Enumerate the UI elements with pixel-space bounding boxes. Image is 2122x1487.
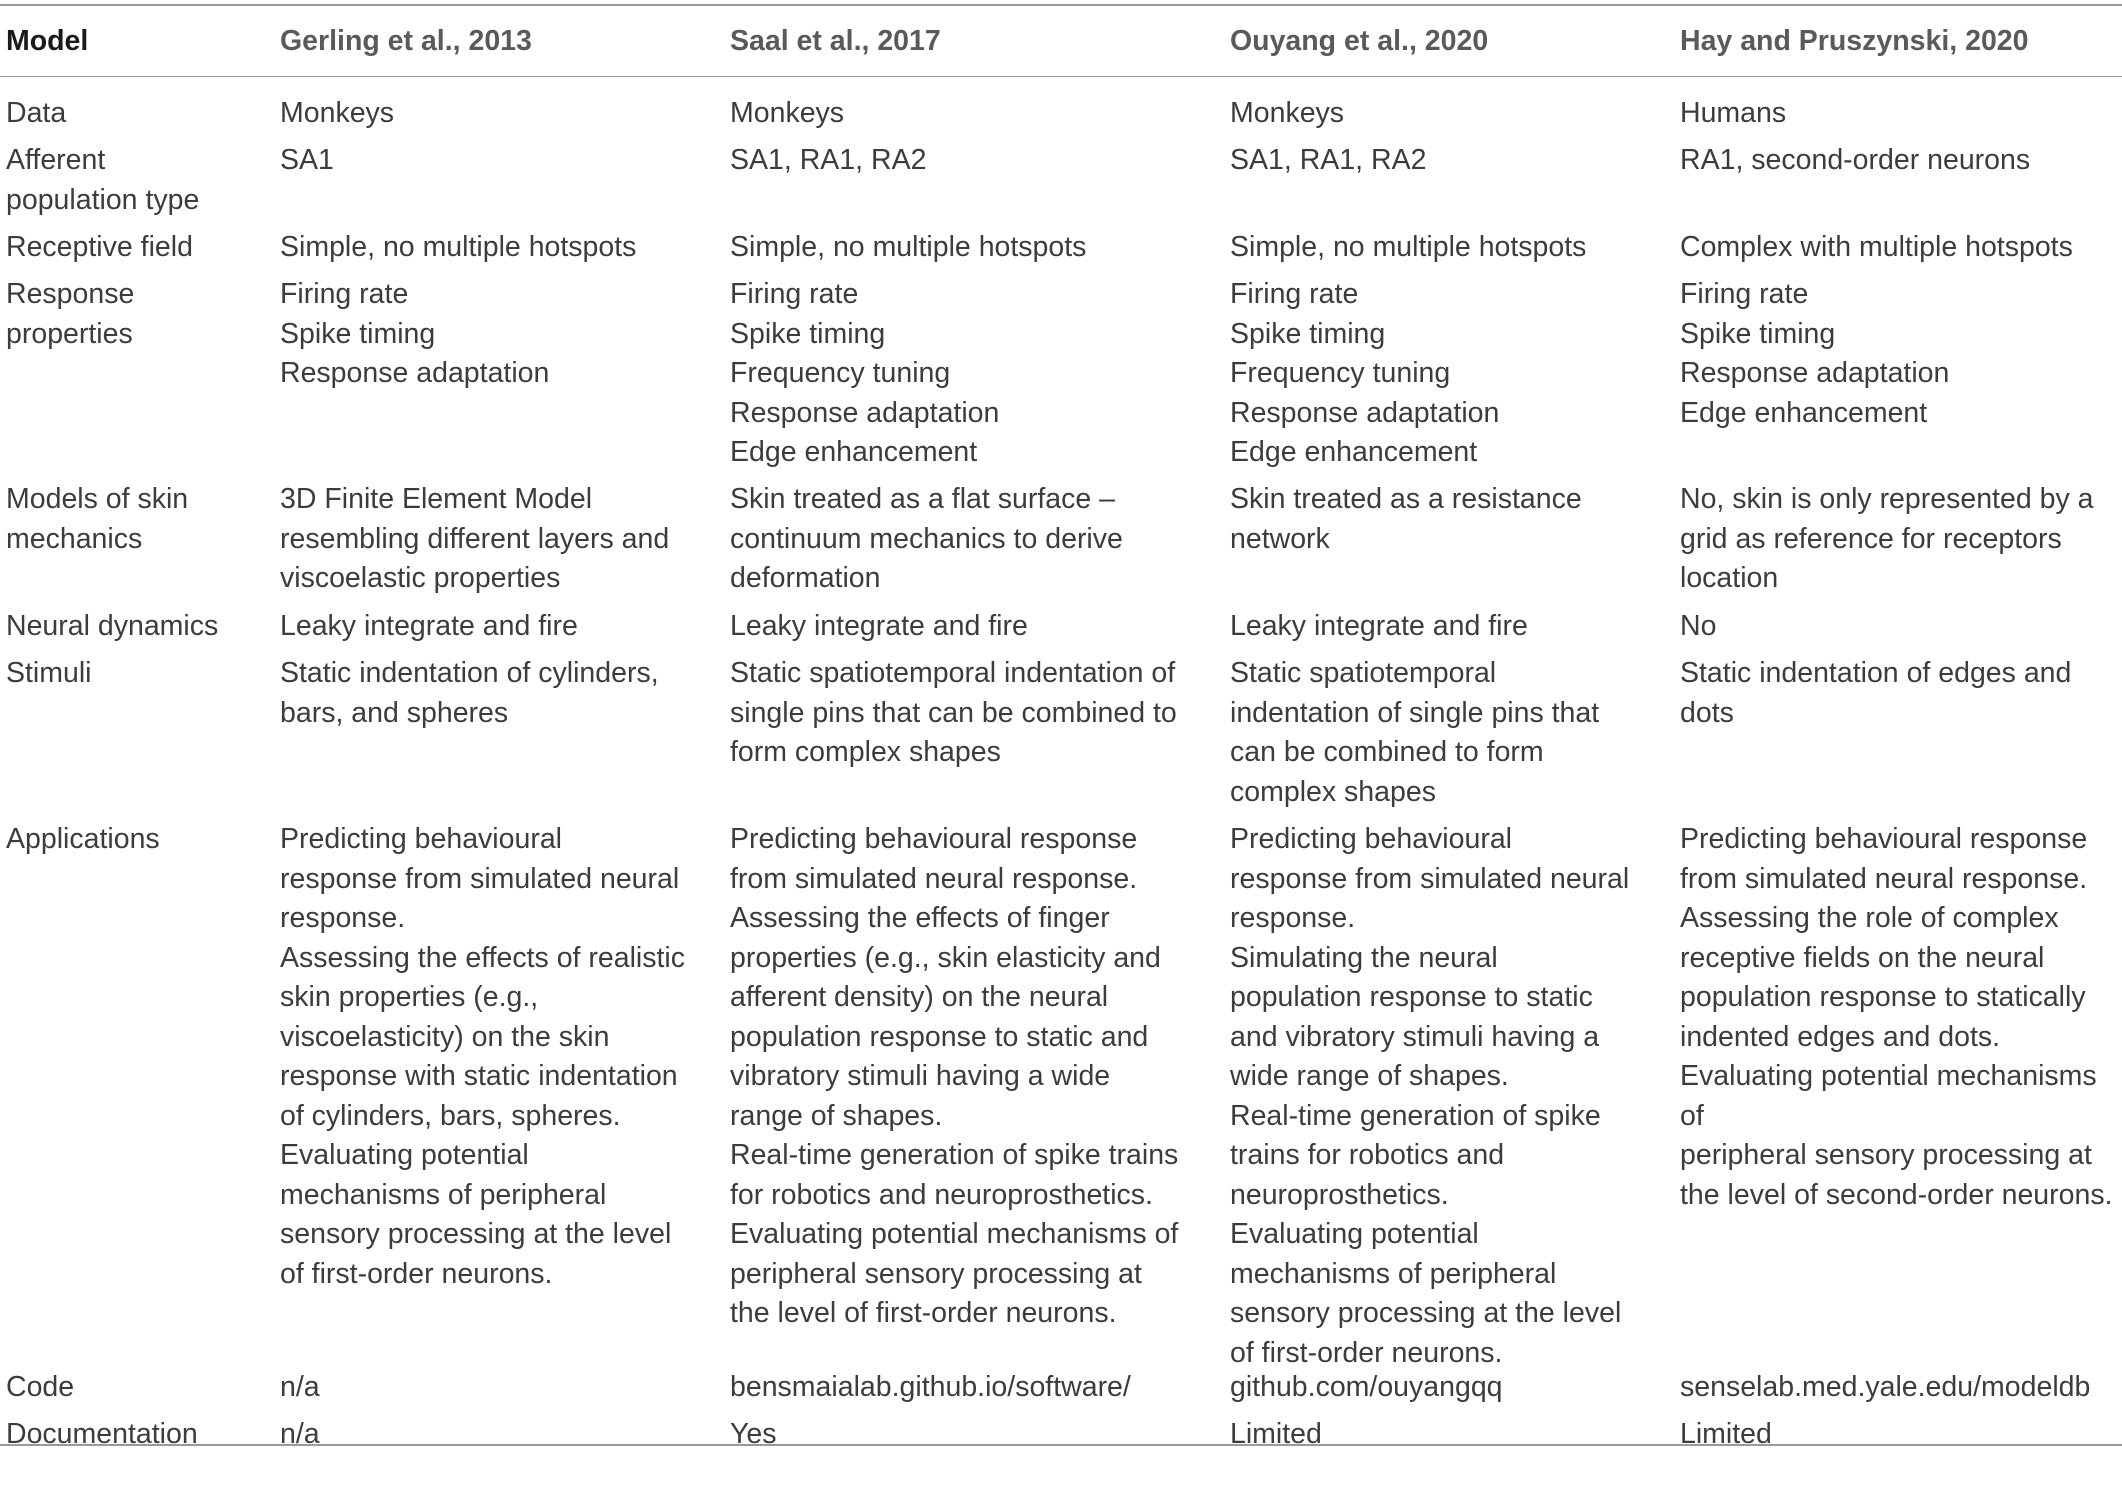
cell-ouyang: Predicting behavioural response from simulated neural response. Simulating the neural population response to static and vibratory stimuli having a wide range of shapes. Real-time generation of spike trains for robotics and neuroprosthetics. Evaluating potential mechanisms of peripheral sensory processing at the level of first-order neurons. <box>1230 823 1630 1369</box>
row-label: Models of skin mechanics <box>6 483 189 555</box>
cell-hay: senselab.med.yale.edu/modeldb <box>1680 1371 2091 1403</box>
cell-gerling: Predicting behavioural response from simulated neural response. Assessing the effects of realistic skin properties (e.g., viscoelasticity) on the skin response with static indentation of cylinders, bars, spheres. Evaluating potential mechanisms of peripheral sensory processing at the level of first-order neurons. <box>280 823 685 1290</box>
cell-hay: No <box>1680 610 1717 642</box>
cell-hay: No, skin is only represented by a grid as reference for receptors location <box>1680 483 2094 594</box>
header-gerling-2013: Gerling et al., 2013 <box>280 25 532 57</box>
cell-hay: Static indentation of edges and dots <box>1680 657 2072 729</box>
cell-saal: SA1, RA1, RA2 <box>730 144 927 176</box>
cell-ouyang: Simple, no multiple hotspots <box>1230 231 1587 263</box>
cell-hay: Humans <box>1680 97 1787 129</box>
cell-gerling: n/a <box>280 1418 320 1450</box>
cell-saal: Leaky integrate and fire <box>730 610 1028 642</box>
cell-gerling: n/a <box>280 1371 320 1403</box>
cell-gerling: Monkeys <box>280 97 395 129</box>
cell-saal: Static spatiotemporal indentation of single pins that can be combined to form complex shapes <box>730 657 1177 768</box>
cell-saal: Firing rate Spike timing Frequency tuning Response adaptation Edge enhancement <box>730 278 1000 468</box>
cell-ouyang: Leaky integrate and fire <box>1230 610 1528 642</box>
cell-saal: Simple, no multiple hotspots <box>730 231 1087 263</box>
cell-hay: Limited <box>1680 1418 1772 1450</box>
cell-gerling: Static indentation of cylinders, bars, and spheres <box>280 657 659 729</box>
cell-gerling: Simple, no multiple hotspots <box>280 231 637 263</box>
cell-saal: Monkeys <box>730 97 845 129</box>
cell-hay: RA1, second-order neurons <box>1680 144 2031 176</box>
row-label: Response properties <box>6 278 135 350</box>
cell-ouyang: Monkeys <box>1230 97 1345 129</box>
row-label: Documentation <box>6 1418 198 1450</box>
header-ouyang-2020: Ouyang et al., 2020 <box>1230 25 1489 57</box>
cell-saal: Yes <box>730 1418 777 1450</box>
cell-gerling: 3D Finite Element Model resembling different layers and viscoelastic properties <box>280 483 670 594</box>
cell-ouyang: SA1, RA1, RA2 <box>1230 144 1427 176</box>
cell-saal: bensmaialab.github.io/software/ <box>730 1371 1131 1403</box>
header-model: Model <box>6 25 89 57</box>
table-top-rule <box>0 4 2122 6</box>
row-label: Stimuli <box>6 657 92 689</box>
row-label: Afferent population type <box>6 144 200 216</box>
cell-ouyang: Skin treated as a resistance network <box>1230 483 1582 555</box>
row-label: Neural dynamics <box>6 610 219 642</box>
row-label: Receptive field <box>6 231 193 263</box>
cell-hay: Predicting behavioural response from simulated neural response. Assessing the role of complex receptive fields on the neural population response to statically indented edges and dots. Evaluating potential mechanisms of peripheral sensory processing at the level of second-order neurons. <box>1680 823 2113 1211</box>
cell-ouyang: Limited <box>1230 1418 1322 1450</box>
cell-ouyang: github.com/ouyangqq <box>1230 1371 1503 1403</box>
cell-hay: Complex with multiple hotspots <box>1680 231 2073 263</box>
header-saal-2017: Saal et al., 2017 <box>730 25 941 57</box>
cell-saal: Skin treated as a flat surface – continuum mechanics to derive deformation <box>730 483 1123 594</box>
cell-gerling: Firing rate Spike timing Response adaptation <box>280 278 550 389</box>
row-label: Data <box>6 97 67 129</box>
cell-ouyang: Firing rate Spike timing Frequency tuning Response adaptation Edge enhancement <box>1230 278 1500 468</box>
row-label: Applications <box>6 823 160 855</box>
cell-saal: Predicting behavioural response from simulated neural response. Assessing the effects of finger properties (e.g., skin elasticity and afferent density) on the neural population response to static and vibratory stimuli having a wide range of shapes. Real-time generation of spike trains for robotics and neuroprosthetics. Evaluating potential mechanisms of peripheral sensory processing at the level of first-order neurons. <box>730 823 1179 1329</box>
cell-ouyang: Static spatiotemporal indentation of single pins that can be combined to form complex shapes <box>1230 657 1600 808</box>
row-label: Code <box>6 1371 75 1403</box>
header-hay-pruszynski-2020: Hay and Pruszynski, 2020 <box>1680 25 2029 57</box>
table-header-rule <box>0 76 2122 77</box>
cell-gerling: Leaky integrate and fire <box>280 610 578 642</box>
cell-gerling: SA1 <box>280 144 334 176</box>
cell-hay: Firing rate Spike timing Response adaptation Edge enhancement <box>1680 278 1950 429</box>
